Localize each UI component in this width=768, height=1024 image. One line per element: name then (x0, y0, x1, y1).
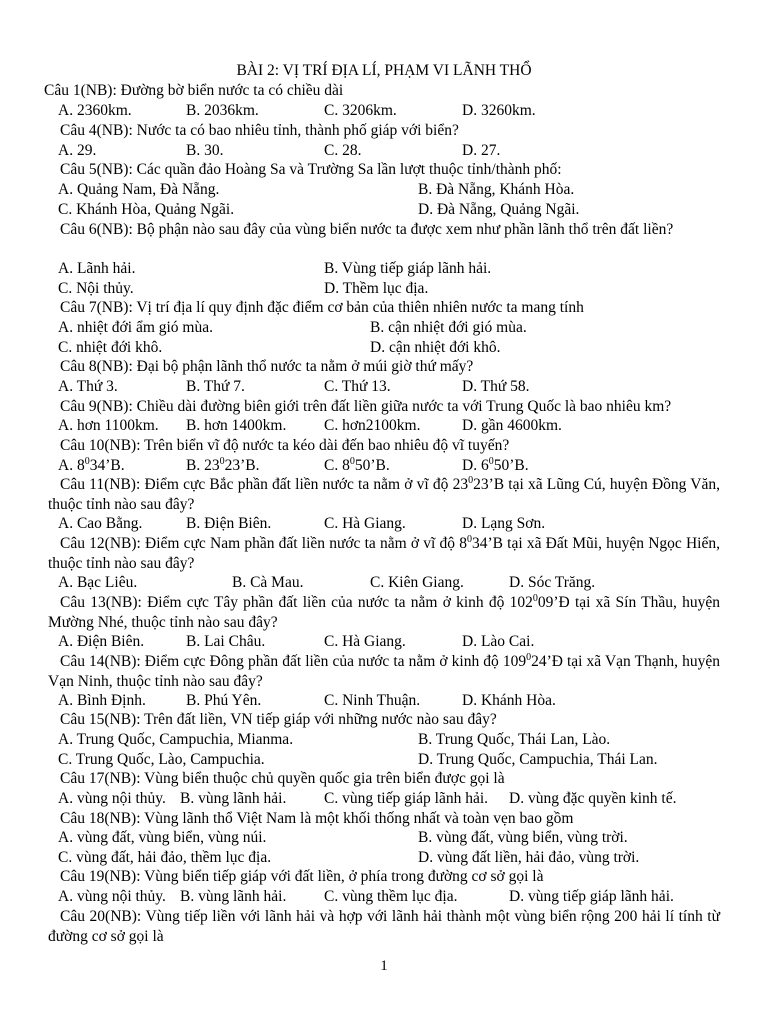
answer-row (58, 828, 730, 848)
option-a: A. nhiệt đới ẩm gió mùa. (58, 319, 213, 336)
option-b: B. cận nhiệt đới gió mùa. (370, 319, 527, 336)
option-b: B. 30. (186, 142, 224, 159)
option-d: D. Thứ 58. (462, 378, 530, 395)
option-c: C. vùng tiếp giáp lãnh hải. (324, 790, 489, 807)
answer-row (58, 141, 730, 161)
option-d: D. 27. (462, 142, 501, 159)
option-b: B. vùng đất, vùng biển, vùng trời. (418, 829, 628, 846)
option-d: D. vùng tiếp giáp lãnh hải. (509, 888, 674, 905)
option-c: C. Hà Giang. (324, 515, 406, 532)
question-20: Câu 20(NB): Vùng tiếp liền với lãnh hải và hợp với lãnh hải thành một vùng biển rộng 200 hải lí tính từ đường cơ sở gọi là (48, 908, 720, 945)
answer-row (58, 180, 730, 200)
answer-row (58, 416, 730, 436)
option-b: B. $23^023’B$. (186, 455, 260, 474)
question-18: Câu 18(NB): Vùng lãnh thổ Việt Nam là một khối thống nhất và toàn vẹn bao gồm (60, 810, 574, 827)
option-a: A. vùng nội thủy. (58, 888, 166, 905)
question-17: Câu 17(NB): Vùng biển thuộc chủ quyền quốc gia trên biển được gọi là (60, 770, 505, 787)
answer-row (58, 514, 730, 534)
option-b: B. Phú Yên. (186, 692, 262, 709)
option-b: B. vùng lãnh hải. (180, 790, 287, 807)
answer-row (58, 789, 730, 809)
option-b: B. Trung Quốc, Thái Lan, Lào. (418, 731, 611, 748)
option-c: C. hơn2100km. (324, 417, 421, 434)
question-1: Câu 1(NB): Đường bờ biển nước ta có chiều dài (44, 82, 344, 99)
answer-row (58, 750, 730, 770)
answer-row (58, 377, 730, 397)
option-d: D. Sóc Trăng. (509, 574, 596, 591)
page-number: 1 (380, 958, 388, 974)
option-a: A. Quảng Nam, Đà Nẵng. (58, 181, 220, 198)
option-d: D. Trung Quốc, Campuchia, Thái Lan. (418, 751, 658, 768)
option-d: D. vùng đất liền, hải đảo, vùng trời. (418, 849, 640, 866)
option-a: A. vùng đất, vùng biển, vùng núi. (58, 829, 267, 846)
degree-sup: 0 (219, 455, 225, 467)
question-19: Câu 19(NB): Vùng biển tiếp giáp với đất liền, ở phía trong đường cơ sở gọi là (60, 868, 544, 885)
option-d: D. Lạng Sơn. (462, 515, 546, 532)
degree-sup: 0 (84, 455, 90, 467)
option-c: C. Thứ 13. (324, 378, 391, 395)
question-9: Câu 9(NB): Chiều dài đường biên giới trên đất liền giữa nước ta với Trung Quốc là bao nhiêu km? (60, 398, 672, 415)
answer-row (58, 573, 730, 593)
option-a: A. 29. (58, 142, 97, 159)
option-c: C. Nội thủy. (58, 280, 134, 297)
option-c: C. Hà Giang. (324, 633, 406, 650)
option-b: B. Điện Biên. (186, 515, 272, 532)
option-c: C. 28. (324, 142, 362, 159)
answer-row (58, 259, 730, 279)
degree-sup: 0 (532, 592, 538, 604)
option-b: B. vùng lãnh hải. (180, 888, 287, 905)
answer-row (58, 456, 730, 476)
option-b: B. Lai Châu. (186, 633, 266, 650)
page-title: BÀI 2: VỊ TRÍ ĐỊA LÍ, PHẠM VI LÃNH THỔ (236, 62, 532, 79)
option-a: A. Lãnh hải. (58, 260, 136, 277)
option-c: C. 3206km. (324, 102, 397, 119)
question-4: Câu 4(NB): Nước ta có bao nhiêu tỉnh, thành phố giáp với biển? (60, 122, 459, 139)
option-d: D. Khánh Hòa. (462, 692, 556, 709)
answer-row (58, 101, 730, 121)
degree-sup: 0 (488, 455, 494, 467)
question-11: Câu 11(NB): Điểm cực Bắc phần đất liền nước ta nằm ở vĩ độ $23^023’B$ tại xã Lũng Cú, huyện Đồng Văn, thuộc tỉnh nào sau đây? (48, 474, 720, 513)
answer-row (58, 338, 730, 358)
option-c: C. vùng thềm lục địa. (324, 888, 458, 905)
answer-row (58, 318, 730, 338)
option-d: D. cận nhiệt đới khô. (370, 339, 501, 356)
answer-row (58, 848, 730, 868)
option-c: C. vùng đất, hải đảo, thềm lục địa. (58, 849, 272, 866)
question-13: Câu 13(NB): Điểm cực Tây phần đất liền của nước ta nằm ở kinh độ $102^009’Đ$ tại xã Sín Thầu, huyện Mường Nhé, thuộc tỉnh nào sau đây? (48, 592, 720, 631)
option-c: C. $8^050’B$. (324, 455, 390, 474)
option-d: D. gần 4600km. (462, 417, 562, 434)
degree-sup: 0 (466, 533, 472, 545)
degree-sup: 0 (349, 455, 355, 467)
answer-row (58, 279, 730, 299)
option-c: C. Khánh Hòa, Quảng Ngãi. (58, 201, 235, 218)
option-a: A. Cao Bằng. (58, 515, 143, 532)
option-d: D. Đà Nẵng, Quảng Ngãi. (418, 201, 580, 218)
option-a: A. vùng nội thủy. (58, 790, 166, 807)
question-14: Câu 14(NB): Điểm cực Đông phần đất liền của nước ta nằm ở kinh độ $109^024’Đ$ tại xã Vạn Thạnh, huyện Vạn Ninh, thuộc tỉnh nào sau đây? (48, 651, 720, 690)
option-c: C. Ninh Thuận. (324, 692, 421, 709)
option-b: B. Đà Nẵng, Khánh Hòa. (418, 181, 575, 198)
option-a: A. $8^034’B$. (58, 455, 125, 474)
question-15: Câu 15(NB): Trên đất liền, VN tiếp giáp với những nước nào sau đây? (60, 711, 497, 728)
answer-row (58, 632, 730, 652)
answer-row (58, 200, 730, 220)
option-a: A. 2360km. (58, 102, 132, 119)
question-6: Câu 6(NB): Bộ phận nào sau đây của vùng biển nước ta được xem như phần lãnh thổ trên đất liền? (60, 221, 674, 238)
option-a: A. Trung Quốc, Campuchia, Mianma. (58, 731, 294, 748)
option-b: B. Vùng tiếp giáp lãnh hải. (324, 260, 492, 277)
option-d: D. 3260km. (462, 102, 536, 119)
answer-row (58, 730, 730, 750)
option-d: D. Lào Cai. (462, 633, 535, 650)
answer-row (58, 691, 730, 711)
degree-sup: 0 (526, 651, 532, 663)
option-a: A. Bình Định. (58, 692, 146, 709)
option-a: A. Thứ 3. (58, 378, 118, 395)
option-c: C. nhiệt đới khô. (58, 339, 163, 356)
option-d: D. $6^050’B$. (462, 455, 529, 474)
option-c: C. Kiên Giang. (370, 574, 464, 591)
answer-row (58, 887, 730, 907)
option-a: A. Bạc Liêu. (58, 574, 138, 591)
option-b: B. 2036km. (186, 102, 259, 119)
option-b: B. hơn 1400km. (186, 417, 287, 434)
question-12: Câu 12(NB): Điểm cực Nam phần đất liền nước ta nằm ở vĩ độ $8^034’B$ tại xã Đất Mũi, huyện Ngọc Hiển, thuộc tỉnh nào sau đây? (48, 533, 720, 572)
question-8: Câu 8(NB): Đại bộ phận lãnh thổ nước ta nằm ở múi giờ thứ mấy? (60, 358, 474, 375)
option-b: B. Thứ 7. (186, 378, 245, 395)
option-a: A. Điện Biên. (58, 633, 145, 650)
degree-sup: 0 (468, 474, 474, 486)
question-5: Câu 5(NB): Các quần đảo Hoàng Sa và Trường Sa lần lượt thuộc tỉnh/thành phố: (60, 161, 562, 178)
option-a: A. hơn 1100km. (58, 417, 159, 434)
option-d: D. Thềm lục địa. (324, 280, 429, 297)
question-7: Câu 7(NB): Vị trí địa lí quy định đặc điểm cơ bản của thiên nhiên nước ta mang tính (60, 299, 584, 316)
option-b: B. Cà Mau. (232, 574, 304, 591)
option-d: D. vùng đặc quyền kinh tế. (509, 790, 677, 807)
question-10: Câu 10(NB): Trên biển vĩ độ nước ta kéo dài đến bao nhiêu độ vĩ tuyến? (60, 437, 510, 454)
option-c: C. Trung Quốc, Lào, Campuchia. (58, 751, 265, 768)
